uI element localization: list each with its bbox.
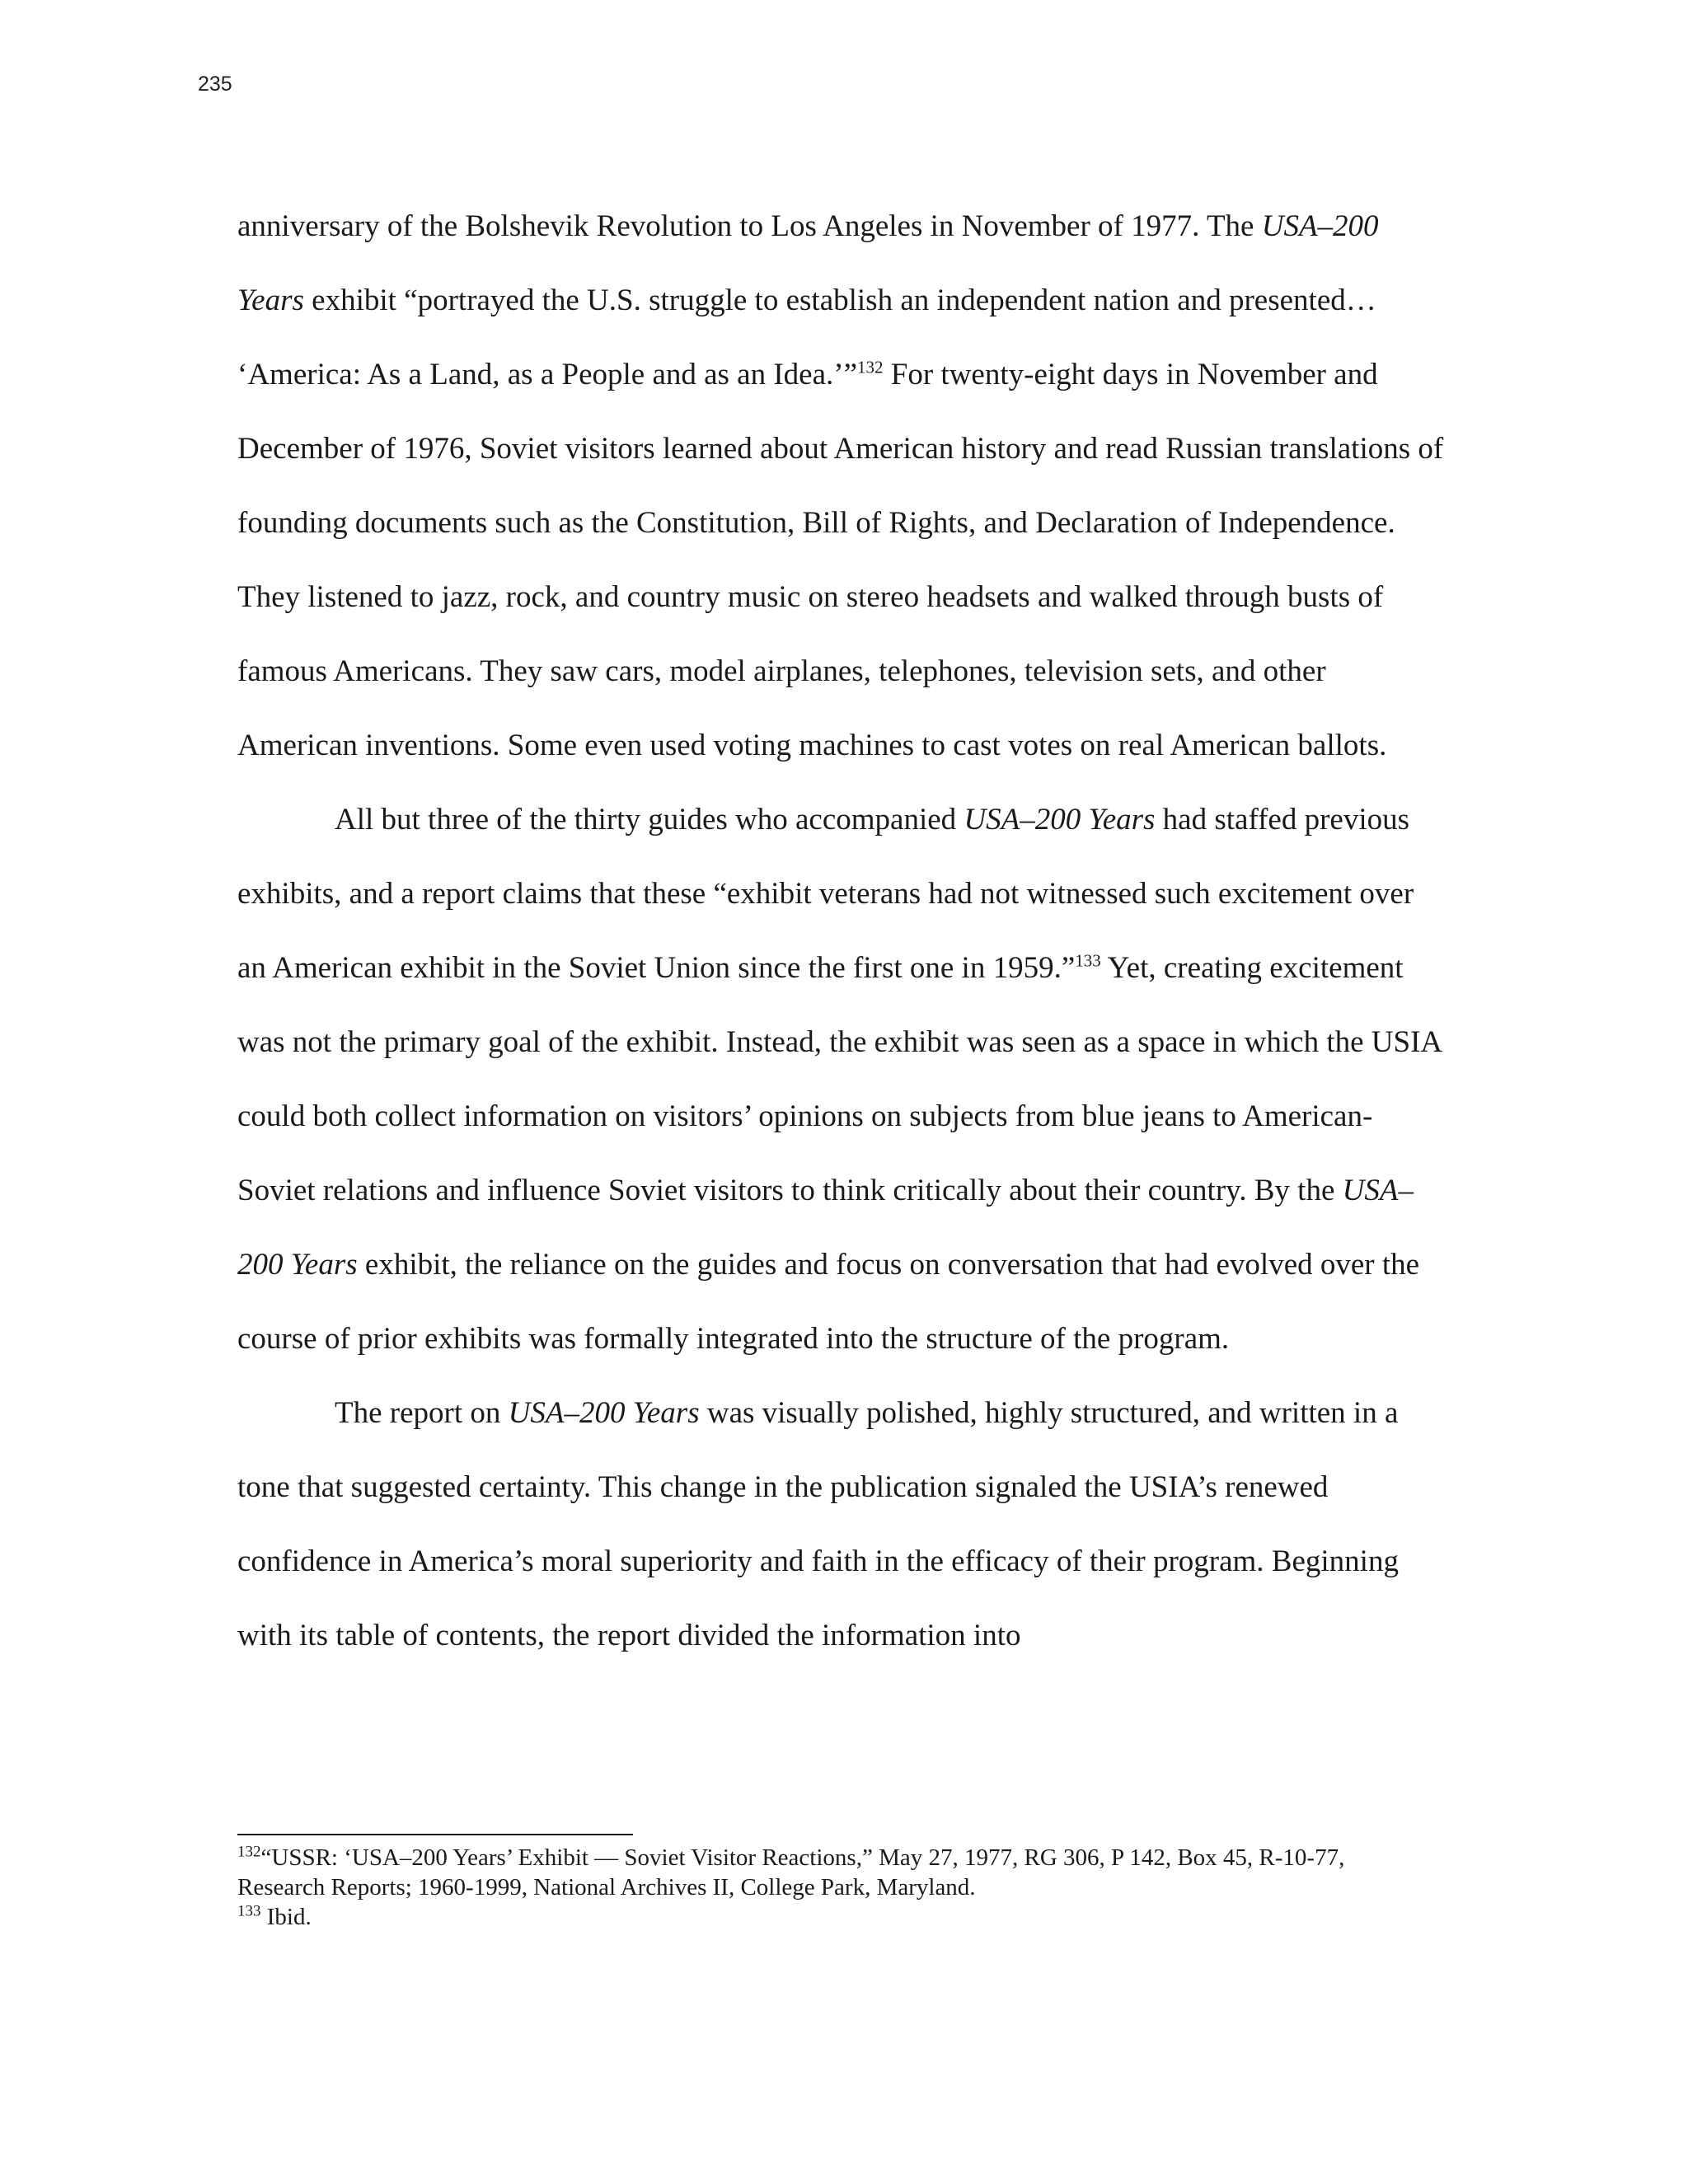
body-text <box>237 190 1449 1673</box>
footnote-text: Ibid. <box>266 1904 312 1930</box>
italic-title: USA–200 Years <box>237 209 1379 317</box>
footnote-number: 132 <box>237 1843 261 1861</box>
text-span: The report on <box>335 1396 509 1430</box>
text-span: exhibit, the reliance on the guides and focus on conversation that had evolved over the course of prior exhibits was formally integrated into the structure of the program. <box>237 1248 1420 1356</box>
footnote-divider <box>237 1834 633 1835</box>
page-number: 235 <box>198 73 232 96</box>
footnote-number: 133 <box>237 1902 261 1920</box>
text-span: anniversary of the Bolshevik Revolution to Los Angeles in November of 1977. The <box>237 209 1262 243</box>
footnote <box>237 1843 1424 1902</box>
text-span: exhibit “portrayed the U.S. struggle to establish an independent nation and presented… ‘America: As a Land, as a People and as an Idea.’” <box>237 284 1376 391</box>
paragraph <box>237 783 1449 1376</box>
italic-title: USA–200 Years <box>964 803 1156 837</box>
text-span: Yet, creating excitement was not the primary goal of the exhibit. Instead, the exhibit was seen as a space in which the USIA could both collect information on visitors’ opinions on subjects from blue jeans to American-Soviet relations and influence Soviet visitors to think critically about their country. By the <box>237 951 1442 1207</box>
footnote-ref: 132 <box>857 357 884 377</box>
footnote-ref: 133 <box>1075 950 1101 971</box>
text-span: All but three of the thirty guides who accompanied <box>335 803 964 837</box>
paragraph <box>237 1376 1449 1673</box>
footnotes <box>237 1843 1424 1932</box>
footnote-text: “USSR: ‘USA–200 Years’ Exhibit — Soviet Visitor Reactions,” May 27, 1977, RG 306, P 142, Box 45, R-10-77, Research Reports; 1960-1999, National Archives II, College Park, Maryland. <box>237 1844 1345 1900</box>
italic-title: USA–200 Years <box>237 1174 1414 1282</box>
text-span: had staffed previous exhibits, and a report claims that these “exhibit veterans had not witnessed such excitement over an American exhibit in the Soviet Union since the first one in 1959.” <box>237 803 1414 985</box>
italic-title: USA–200 Years <box>508 1396 700 1430</box>
text-span: For twenty-eight days in November and December of 1976, Soviet visitors learned about American history and read Russian translations of founding documents such as the Constitution, Bill of Rights, and Declaration of Independence. They listened to jazz, rock, and country music on stereo headsets and walked through busts of famous Americans. They saw cars, model airplanes, telephones, television sets, and other American inventions. Some even used voting machines to cast votes on real American ballots. <box>237 358 1444 762</box>
footnote <box>237 1902 1424 1932</box>
paragraph <box>237 190 1449 783</box>
text-span: was visually polished, highly structured, and written in a tone that suggested certainty. This change in the publication signaled the USIA’s renewed confidence in America’s moral superiority and faith in the efficacy of their program. Beginning with its table of contents, the report divided the information into <box>237 1396 1399 1652</box>
